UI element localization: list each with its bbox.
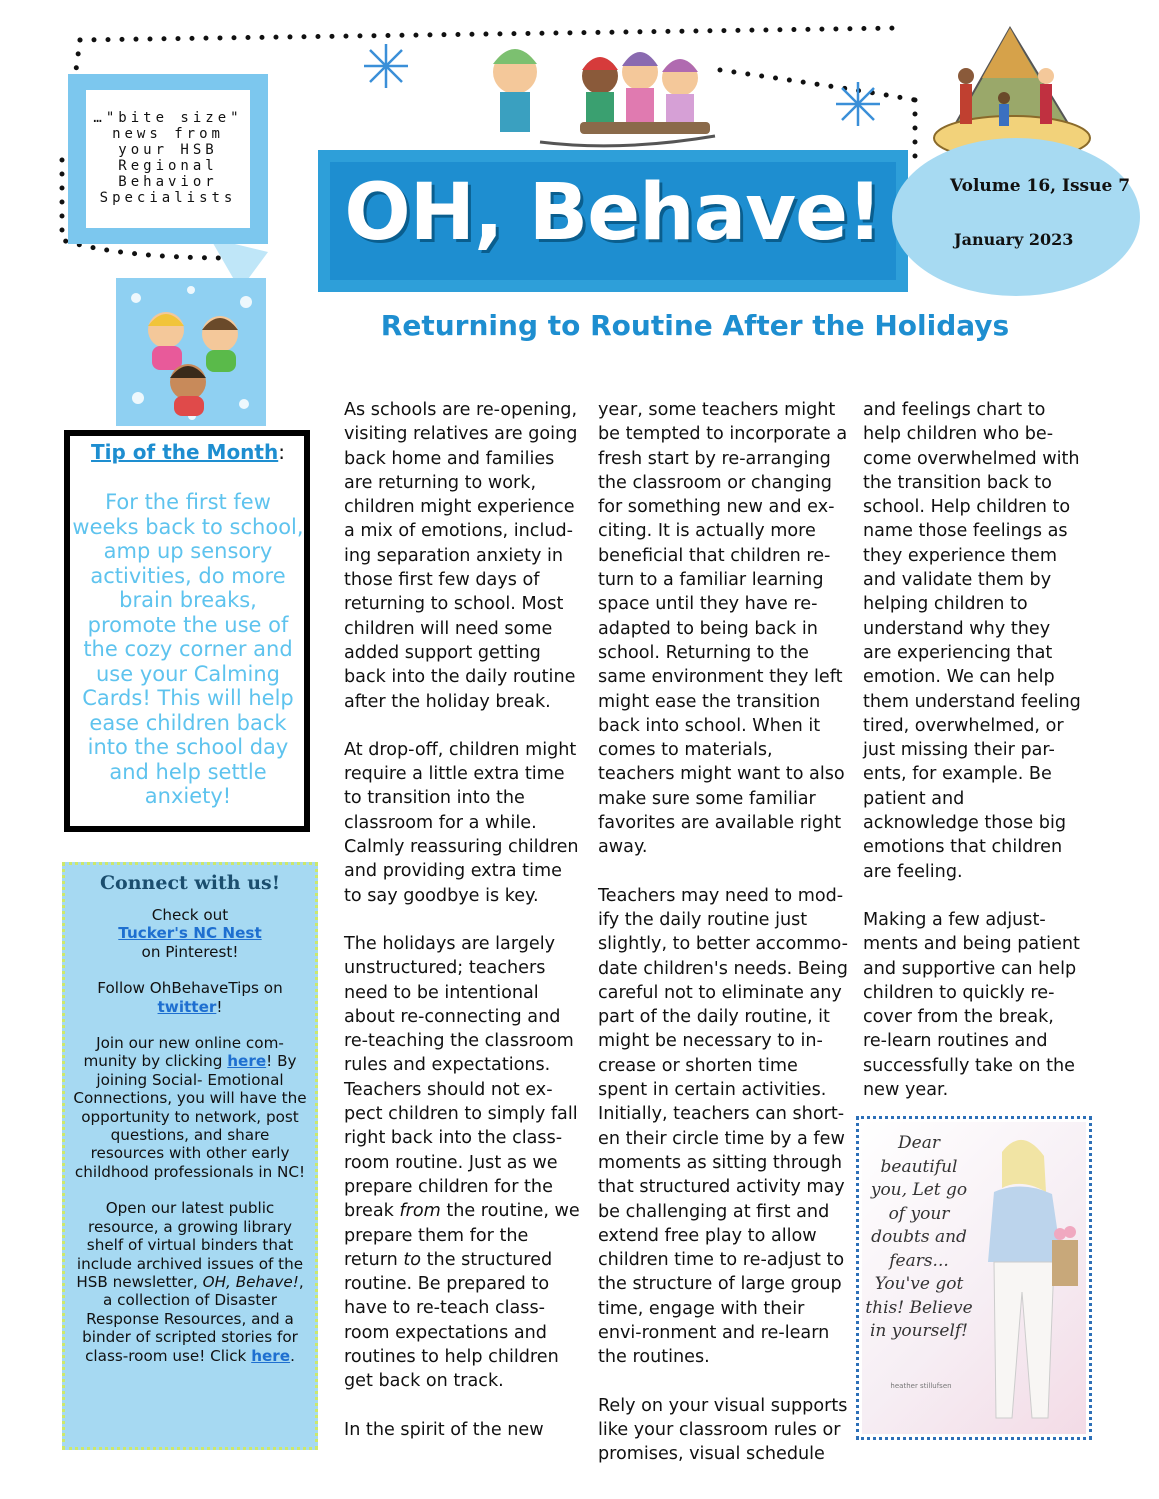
connect-twitter-post: ! (216, 997, 223, 1016)
article-column-1 (344, 398, 580, 1466)
article-paragraph (344, 932, 580, 1394)
quote-signature: heather stillufsen (890, 1382, 952, 1390)
article-column-2 (598, 398, 848, 1490)
article-paragraph: At drop-off, children might require a little extra time to transition into the classroom for a while. Calmly reassuring children and providing extra time to say goodbye is key. (344, 739, 579, 906)
connect-twitter (72, 979, 308, 1016)
issue-volume: Volume 16, Issue 7 (950, 176, 1131, 196)
connect-library-mid: , a collection of Disaster Response Resources, and a binder of scripted stories for class-room use! Click (82, 1272, 304, 1365)
connect-pinterest-post: on Pinterest! (141, 942, 239, 961)
connect-community-post: ! By joining Social- Emotional Connections, you will have the opportunity to network, post questions, and share resources with other early childhood professionals in NC! (73, 1052, 307, 1181)
article-paragraph: and feelings chart to help children who be-come overwhelmed with the transition back to school. Help children to name those feelings as they experience them and validate them by helping children to understand why they are experiencing that emotion. We can help them understand feeling tired, overwhelmed, or just missing their par-ents, for example. Be patient and acknowledge those big emotions that children are feeling. (863, 400, 1081, 882)
article-paragraph: year, some teachers might be tempted to incorporate a fresh start by re-arranging the classroom or changing for something new and ex-citing. It is actually more beneficial that children re-turn to a familiar learning space until they have re-adapted to being back in school. Returning to the same environment they left might ease the transition back into school. When it comes to materials, teachers might want to also make sure some familiar favorites are available right away. (598, 400, 848, 858)
issue-date: January 2023 (954, 230, 1074, 249)
issue-oval (892, 138, 1140, 296)
article-text: The holidays are largely unstructured; teachers need to be intentional about re-connecting and re-teaching the classroom rules and expectations. Teachers should not ex-pect children to simply fall right back into the class-room routine. Just as we prepare children for the break (344, 933, 578, 1222)
connect-library-post: . (290, 1346, 295, 1365)
connect-community-pre: Join our new online com-munity by clicking (83, 1034, 284, 1071)
library-link[interactable]: here (251, 1346, 291, 1365)
tip-body: For the first few weeks back to school, amp up sensory activities, do more brain breaks, promote the use of the cozy corner and use your Calming Cards! This will help ease children back into the school day and help settle anxiety! (72, 490, 304, 808)
holding-hands-kids-image (116, 278, 266, 426)
article-paragraph: As schools are re-opening, visiting relatives are going back home and families are returning to work, children might experience a mix of emotions, includ-ing separation anxiety in those first few days of returning to school. Most children will need some added support getting back into the daily routine after the holiday break. (344, 400, 578, 712)
newsletter-title: OH, Behave! (344, 168, 882, 258)
twitter-link[interactable]: twitter (157, 997, 217, 1016)
connect-twitter-pre: Follow OhBehaveTips on (97, 979, 283, 998)
tagline-text: …"bite size" news from your HSB Regional Behavior Specialists (93, 110, 243, 206)
article-emphasis: to (403, 1249, 422, 1270)
article-headline: Returning to Routine After the Holidays (380, 309, 1010, 342)
article-text: the routine, we prepare them for the return (344, 1201, 580, 1270)
article-paragraph: Rely on your visual supports like your classroom rules or promises, visual schedule (598, 1395, 848, 1465)
article-text: the structured routine. Be prepared to have to re-teach class-room expectations and routines to help children get back on track. (344, 1249, 559, 1392)
article-paragraph: Making a few adjust-ments and being patient and supportive can help children to quickly re-cover from the break, re-learn routines and successfully take on the new year. (863, 909, 1080, 1101)
article-paragraph: Teachers may need to mod-ify the daily routine just slightly, to better accommo-date children's needs. Being careful not to eliminate any part of the daily routine, it might be necessary to in-crease or shorten time spent in certain activities. Initially, teachers can short-en their circle time by a few moments as sitting through that structured activity may be challenging at first and extend free play to allow children time to re-adjust to the structure of large group time, engage with their envi-ronment and re-learn the routines. (598, 885, 848, 1368)
tip-title (70, 440, 306, 464)
community-link[interactable]: here (227, 1052, 267, 1071)
connect-library-em: OH, Behave! (202, 1272, 299, 1291)
snowflake-kids-icon (116, 278, 266, 426)
article-emphasis: from (399, 1201, 441, 1222)
tip-title-text: Tip of the Month (91, 440, 279, 464)
article-column-3 (863, 398, 1083, 1126)
connect-title: Connect with us! (99, 872, 281, 894)
sled-kids-illustration (470, 24, 730, 154)
connect-library-pre: Open our latest public resource, a growing library shelf of virtual binders that include archived issues of the HSB newsletter, (76, 1199, 304, 1291)
tip-title-colon: : (278, 440, 285, 464)
article-paragraph: In the spirit of the new (344, 1419, 544, 1440)
connect-library (72, 1199, 308, 1365)
connect-pinterest (72, 906, 308, 961)
quote-text: Dear beautiful you, Let go of your doubts and fears... You've got this! Believe in yourself! (865, 1133, 973, 1341)
pinterest-link[interactable]: Tucker's NC Nest (118, 924, 262, 943)
connect-pinterest-pre: Check out (151, 906, 229, 924)
connect-body (72, 906, 308, 1383)
connect-community (72, 1034, 308, 1181)
